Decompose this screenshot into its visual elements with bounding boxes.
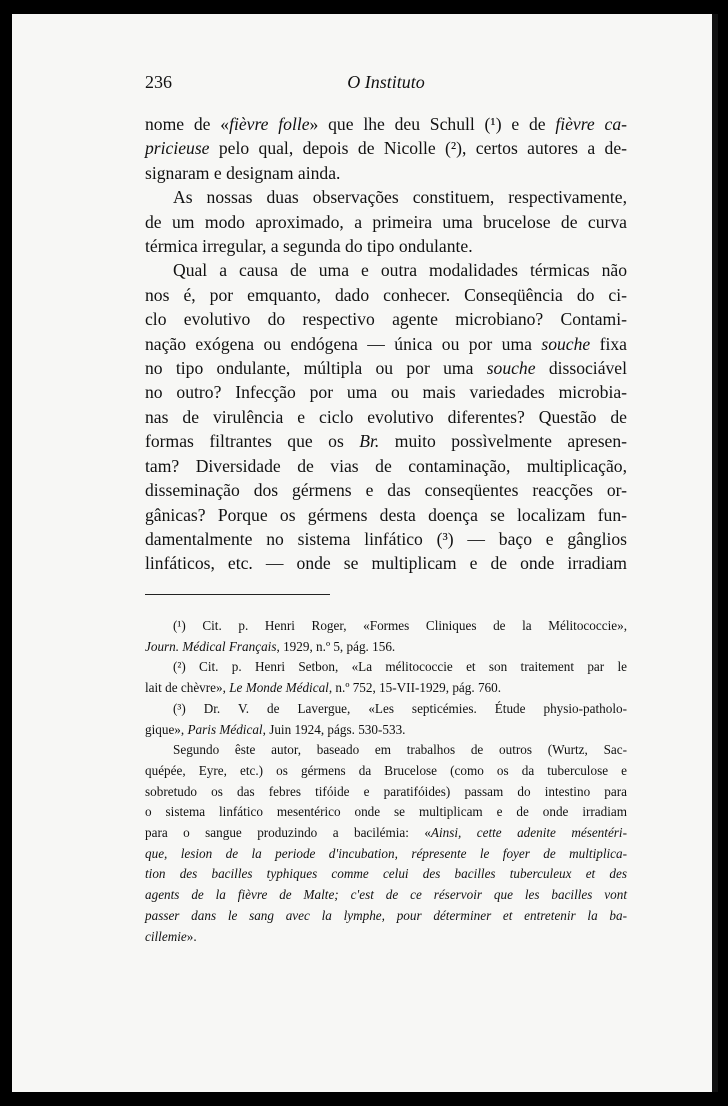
footnote-line: sobretudo os das febres tifóide e paratifóides) passam do intestino para: [145, 783, 627, 799]
footnote-line: agents de la fièvre de Malte; c'est de ce réservoir que les bacilles vont: [145, 887, 627, 903]
footnote-line: o sistema linfático mesentérico onde se multiplicam e de onde irradiam: [145, 804, 627, 820]
running-title: O Instituto: [347, 72, 425, 92]
footnote-line: (³) Dr. V. de Lavergue, «Les septicémies. Étude physio-patholo-: [173, 700, 627, 716]
book-page: [12, 14, 718, 1092]
footnote-line: que, lesion de la periode d'incubation, répresente le foyer de multiplica-: [145, 845, 627, 861]
body-line: linfáticos, etc. — onde se multiplicam e de onde irradiam: [145, 553, 627, 574]
body-line: nome de «fièvre folle» que lhe deu Schull (¹) e de fièvre ca-: [145, 114, 627, 134]
body-line: As nossas duas observações constituem, respectivamente,: [173, 187, 627, 208]
page-number: 236: [145, 72, 172, 92]
body-line: nos é, por emquanto, dado conhecer. Conseqüência do ci-: [145, 284, 627, 305]
footnote-line: (¹) Cit. p. Henri Roger, «Formes Cliniques de la Mélitococcie»,: [173, 618, 627, 633]
footnote-line: gique», Paris Médical, Juin 1924, págs. 530-533.: [145, 721, 406, 737]
body-line: clo evolutivo do respectivo agente microbiano? Contami-: [145, 309, 627, 330]
body-line: tam? Diversidade de vias de contaminação, multiplicação,: [145, 455, 627, 476]
body-text: [145, 112, 627, 576]
body-line: Qual a causa de uma e outra modalidades térmicas não: [173, 260, 627, 281]
body-line: formas filtrantes que os Br. muito possìvelmente apresen-: [145, 431, 628, 452]
body-line: damentalmente no sistema linfático (³) — baço e gânglios: [145, 528, 627, 549]
body-line: nação exógena ou endógena — única ou por uma souche fixa: [145, 333, 627, 354]
body-line: no outro? Infecção por uma ou mais variedades microbia-: [145, 382, 627, 403]
body-line: disseminação dos gérmens e das conseqüentes reacções or-: [145, 480, 627, 501]
footnote-line: (²) Cit. p. Henri Setbon, «La mélitococcie et son traitement par le: [173, 659, 627, 675]
footnote-line: passer dans le sang avec la lymphe, pour déterminer et entretenir la ba-: [145, 907, 627, 923]
body-line: signaram e designam ainda.: [145, 162, 341, 183]
body-line: pricieuse pelo qual, depois de Nicolle (²), certos autores a de-: [145, 138, 627, 159]
footnote-line: quépée, Eyre, etc.) os gérmens da Brucelose (como os da tuberculose e: [145, 762, 627, 778]
footnote-line: Segundo êste autor, baseado em trabalhos de outros (Wurtz, Sac-: [173, 742, 627, 758]
body-line: térmica irregular, a segunda do tipo ondulante.: [145, 236, 473, 257]
footnote-line: tion des bacilles typhiques comme celui des bacilles tuberculeux et des: [145, 866, 627, 882]
body-line: gânicas? Porque os gérmens desta doença se localizam fun-: [145, 504, 627, 525]
footnote-line: Journ. Médical Français, 1929, n.º 5, pág. 156.: [145, 638, 396, 654]
footnotes: [145, 616, 627, 947]
body-line: nas de virulência e ciclo evolutivo diferentes? Questão de: [145, 406, 627, 427]
footnote-line: para o sangue produzindo a bacilémia: «Ainsi, cette adenite mésentéri-: [145, 825, 627, 841]
footnote-line: lait de chèvre», Le Monde Médical, n.º 752, 15-VII-1929, pág. 760.: [145, 680, 502, 696]
body-line: no tipo ondulante, múltipla ou por uma souche dissociável: [145, 358, 628, 379]
body-line: de um modo aproximado, a primeira uma brucelose de curva: [145, 211, 627, 232]
footnote-line: cillemie».: [145, 928, 197, 944]
footnote-divider: [145, 594, 330, 595]
running-header: [145, 72, 627, 96]
